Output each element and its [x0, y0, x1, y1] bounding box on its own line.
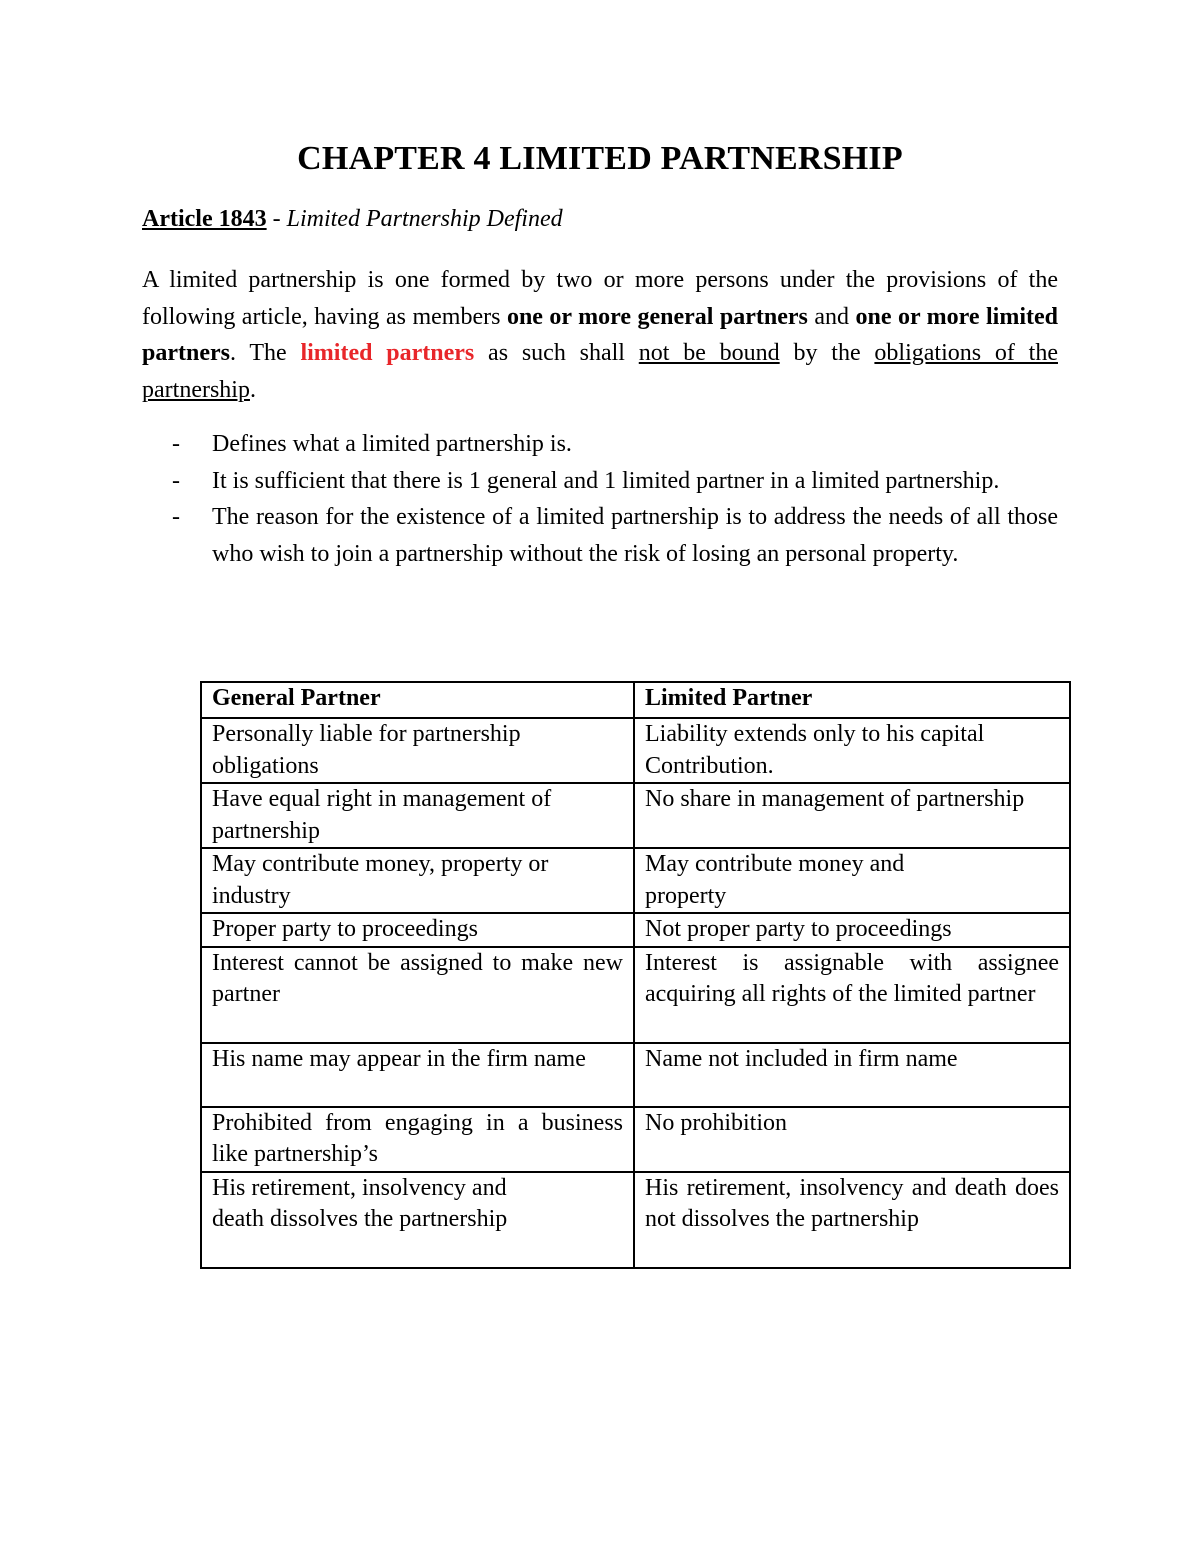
article-heading	[142, 206, 563, 233]
header-general-partner: General Partner	[201, 682, 634, 718]
table-row	[201, 1107, 1070, 1172]
table-cell: May contribute money, property or industry	[201, 848, 634, 913]
article-number: Article 1843	[142, 206, 267, 232]
chapter-title: CHAPTER 4 LIMITED PARTNERSHIP	[297, 140, 903, 177]
notes-list	[142, 426, 1058, 572]
table-cell: No share in management of partnership	[634, 783, 1070, 848]
not-bound-underlined: not be bound	[638, 340, 780, 366]
table-cell: His retirement, insolvency and death dissolves the partnership	[201, 1172, 634, 1268]
table-row	[201, 947, 1070, 1043]
table-row	[201, 718, 1070, 783]
table-cell: His name may appear in the firm name	[201, 1043, 634, 1107]
dash-marker: -	[172, 431, 180, 457]
table-cell: No prohibition	[634, 1107, 1070, 1172]
article-title: Limited Partnership Defined	[286, 206, 563, 232]
table-row	[201, 913, 1070, 947]
table-cell: Prohibited from engaging in a business like partnership’s	[201, 1107, 634, 1172]
paragraph-text: A limited partnership is one formed by two or more persons under the provisions of the following article, having as members	[142, 267, 1058, 330]
header-limited-partner: Limited Partner	[634, 682, 1070, 718]
table-header-row	[201, 682, 1070, 718]
paragraph-text: by the	[779, 340, 875, 366]
comparison-table	[200, 681, 1071, 1269]
table-cell: Not proper party to proceedings	[634, 913, 1070, 947]
table-row	[201, 848, 1070, 913]
dash-marker: -	[172, 467, 180, 494]
paragraph-text: . The	[229, 340, 301, 366]
table-cell: Personally liable for partnership obligations	[201, 718, 634, 783]
list-item-text: The reason for the existence of a limited partnership is to address the needs of all those who wish to join a partnership without the risk of losing an personal property.	[212, 504, 1058, 567]
list-item-text: It is sufficient that there is 1 general and 1 limited partner in a limited partnership.	[212, 467, 1000, 494]
paragraph-text: as such shall	[474, 340, 639, 366]
dash-marker: -	[172, 504, 180, 530]
table-cell: His retirement, insolvency and death does not dissolves the partnership	[634, 1172, 1070, 1268]
table-cell: Interest cannot be assigned to make new partner	[201, 947, 634, 1043]
list-item	[142, 426, 1058, 463]
table-cell: Liability extends only to his capital Contribution.	[634, 718, 1070, 783]
general-partners-emphasis: one or more general partners	[506, 303, 808, 330]
list-item-text: Defines what a limited partnership is.	[212, 431, 572, 457]
table-cell: Have equal right in management of partnership	[201, 783, 634, 848]
list-item	[142, 499, 1058, 572]
table-row	[201, 1043, 1070, 1107]
limited-partners-emphasis: one or more limited partners	[142, 303, 1058, 366]
table-cell: Name not included in firm name	[634, 1043, 1070, 1107]
paragraph-text: and	[807, 303, 856, 330]
table-cell: May contribute money and property	[634, 848, 1070, 913]
table-cell: Proper party to proceedings	[201, 913, 634, 947]
limited-partners-highlight: limited partners	[300, 340, 475, 366]
obligations-underlined: obligations of the partnership	[142, 340, 1058, 403]
article-separator: -	[266, 206, 287, 232]
table-row	[201, 1172, 1070, 1268]
table-row	[201, 783, 1070, 848]
paragraph-text: .	[249, 376, 256, 403]
definition-paragraph	[142, 262, 1058, 408]
table-cell: Interest is assignable with assignee acquiring all rights of the limited partner	[634, 947, 1070, 1043]
list-item	[142, 463, 1058, 500]
